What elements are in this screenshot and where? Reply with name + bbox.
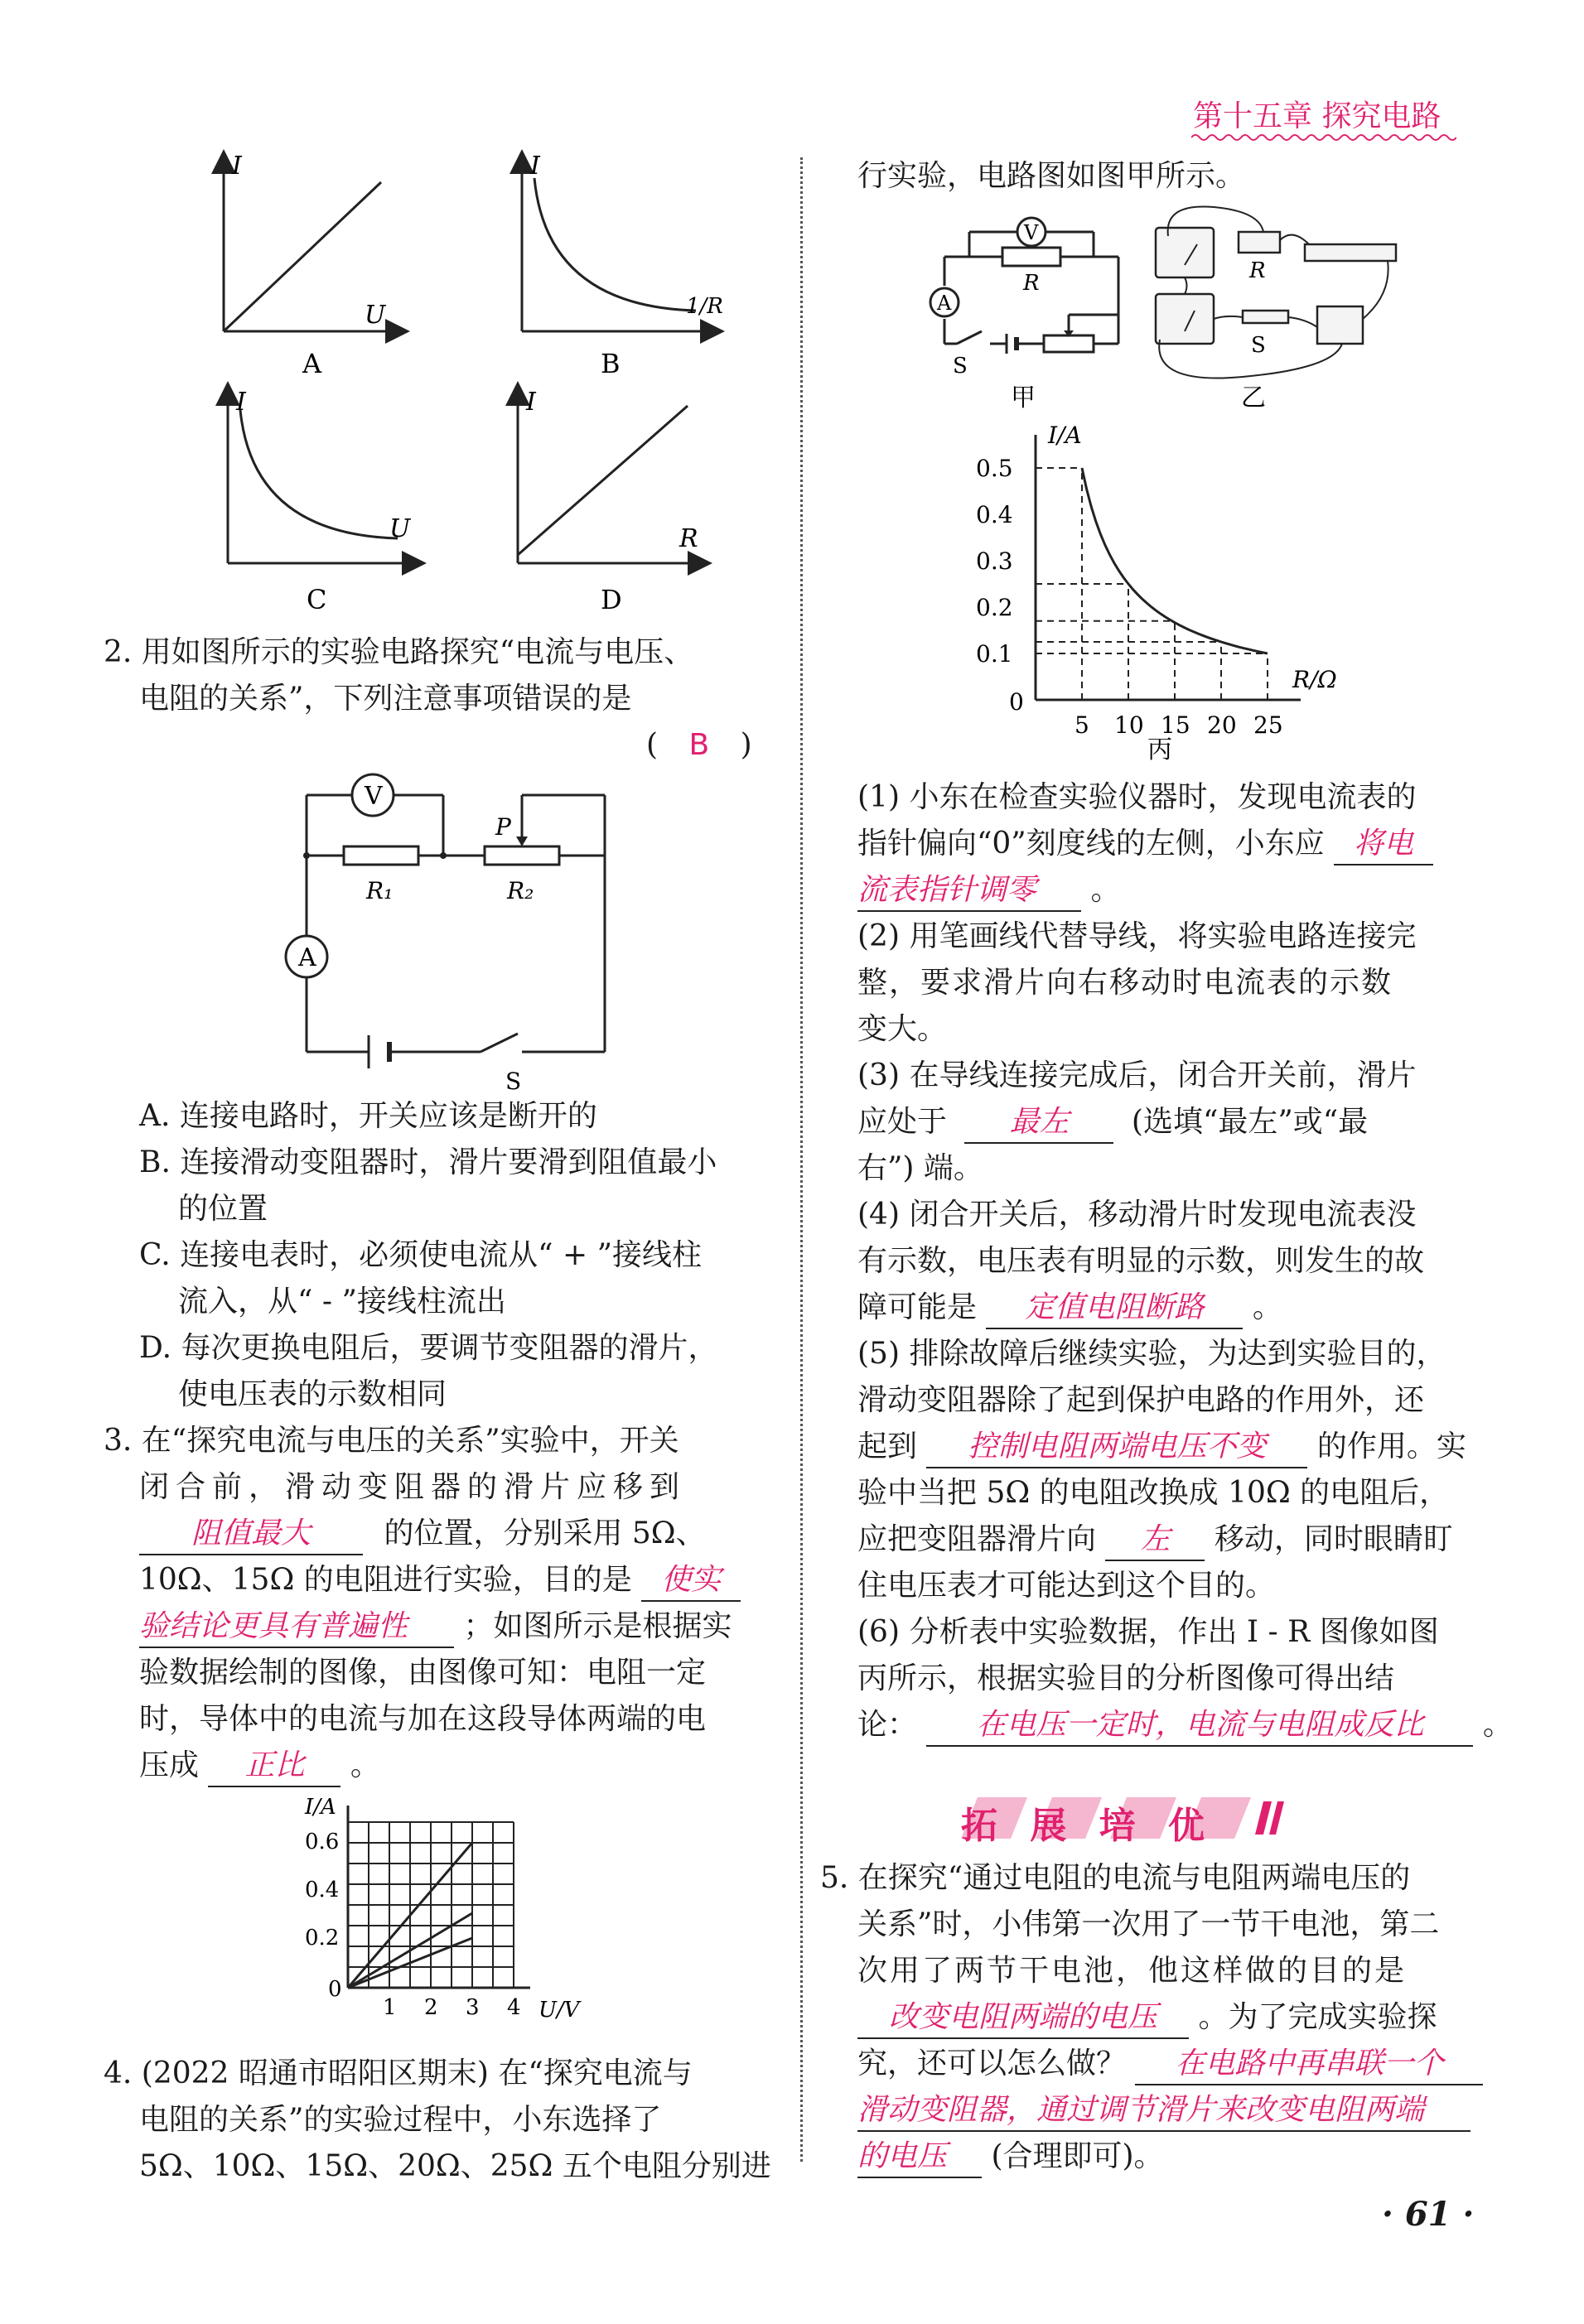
q4-p5-l3-text2: 的作用。实	[1316, 1430, 1466, 1463]
chart-ytick-0.2: 0.2	[976, 594, 1013, 621]
q4-p5-l2: 滑动变阻器除了起到保护电路的作用外，还	[857, 1383, 1425, 1417]
q4-p1-answer-b: 流表指针调零	[857, 870, 1081, 912]
q5-answer-2b: 滑动变阻器，通过调节滑片来改变电阻两端	[857, 2090, 1471, 2132]
column-divider	[800, 157, 803, 2162]
page-number: · 61 ·	[1382, 2195, 1475, 2234]
graph-a	[224, 152, 398, 379]
q5-answer-1: 改变电阻两端的电压	[857, 1998, 1189, 2039]
q3-line8	[139, 1743, 380, 1789]
q1-graphs	[191, 149, 770, 629]
q4-p3-answer: 最左	[964, 1102, 1113, 1144]
q3-line5-text: ；如图所示是根据实	[463, 1609, 732, 1643]
r2-label: R₂	[507, 877, 534, 904]
q3-line4-text: 10Ω、15Ω 的电阻进行实验，目的是	[139, 1563, 632, 1597]
q4-p3-l1: (3) 在导线连接完成后，闭合开关前，滑片	[857, 1058, 1417, 1092]
q4-p5-l5	[857, 1516, 1453, 1563]
q3-graph-x-label: U/V	[538, 1998, 580, 2023]
q4-p2-l1: (2) 用笔画线代替导线，将实验电路连接完	[857, 919, 1417, 953]
q3-ytick-0.4: 0.4	[305, 1878, 340, 1902]
q4-p4-l3-text: 障可能是	[857, 1290, 978, 1324]
jia-ammeter: A	[937, 292, 952, 315]
q4-p5-l1: (5) 排除故障后继续实验，为达到实验目的，	[857, 1337, 1446, 1371]
jia-voltmeter: V	[1024, 221, 1039, 244]
chart-ytick-0.4: 0.4	[976, 501, 1013, 528]
q5-line4-text: 。为了完成实验探	[1198, 2000, 1437, 2034]
q4-line4: 行实验，电路图如图甲所示。	[857, 159, 1246, 193]
fig-jia-circuit	[920, 211, 1127, 410]
q3-answer-2b: 验结论更具有普遍性	[139, 1607, 454, 1648]
q4-p4-l3	[857, 1285, 1282, 1331]
q4-p6-end: 。	[1482, 1708, 1513, 1742]
chart-xtick-5: 5	[1075, 711, 1089, 739]
q4-p3-l2	[857, 1099, 1368, 1145]
q4-p2-l2: 整，要求滑片向右移动时电流表的示数	[857, 966, 1393, 1000]
q4-p1-l2	[857, 821, 1433, 867]
q4-p6-l2: 丙所示，根据实验目的分析图像可得出结	[857, 1661, 1395, 1695]
q3-origin: 0	[328, 1977, 342, 2002]
chart-ytick-0.1: 0.1	[976, 640, 1013, 668]
fig-yi-apparatus	[1143, 195, 1408, 410]
yi-caption: 乙	[1241, 383, 1266, 410]
jia-s-label: S	[953, 354, 968, 378]
graph-b	[522, 152, 723, 379]
chart-ytick-0.3: 0.3	[976, 547, 1013, 575]
q5-line2: 关系”时，小伟第一次用了一节干电池，第二	[857, 1907, 1440, 1941]
q4-p5-l5-text2: 移动，同时眼睛盯	[1214, 1522, 1453, 1556]
q2-circuit	[273, 770, 621, 1093]
q5-line5-text: 究，还可以怎么做？	[857, 2047, 1127, 2081]
q4-p6-answer: 在电压一定时，电流与电阻成反比	[926, 1705, 1473, 1747]
q3-line3	[139, 1511, 706, 1557]
q4-p5-l3-text: 起到	[857, 1430, 918, 1463]
q5-answer-2a: 在电路中再串联一个	[1135, 2044, 1483, 2085]
q4-p3-l2-text2: (选填“最左”或“最	[1131, 1105, 1369, 1139]
q4-p6-l3-text: 论：	[857, 1708, 918, 1742]
q5-line6	[857, 2087, 1471, 2134]
chart-guides	[1036, 468, 1268, 700]
section-title: 拓 展 培 优	[961, 1805, 1215, 1847]
switch-label: S	[505, 1068, 522, 1093]
section-title-banner	[944, 1789, 1292, 1847]
q2-option-a: A. 连接电路时，开关应该是断开的	[139, 1099, 597, 1133]
q3-xtick-3: 3	[466, 1995, 480, 2020]
bracket-open: (	[646, 728, 659, 762]
q3-line3-text: 的位置，分别采用 5Ω、	[384, 1516, 706, 1550]
graph-d-y-label: I	[526, 388, 536, 417]
q3-xtick-4: 4	[507, 1995, 521, 2020]
q4-line3: 5Ω、10Ω、15Ω、20Ω、25Ω 五个电阻分别进	[139, 2149, 771, 2183]
q4-p2-l3: 变大。	[857, 1012, 948, 1046]
chart-ytick-0.5: 0.5	[976, 455, 1013, 482]
q3-xtick-2: 2	[424, 1995, 438, 2020]
slider-label: P	[495, 813, 511, 841]
q4-p4-l2: 有示数，电压表有明显的示数，则发生的故	[857, 1244, 1425, 1278]
q3-ytick-0.6: 0.6	[305, 1830, 340, 1854]
q3-answer-3: 正比	[208, 1746, 340, 1787]
q4-p5-l4: 验中当把 5Ω 的电阻改换成 10Ω 的电阻后，	[857, 1476, 1450, 1510]
graph-d	[518, 388, 700, 615]
graph-b-option: B	[601, 348, 621, 379]
chart-xtick-0: 0	[1009, 688, 1024, 716]
q2-option-c-cont: 流入，从“ - ”接线柱流出	[178, 1285, 506, 1319]
q4-p1-l3	[857, 867, 1120, 914]
graph-d-option: D	[601, 584, 622, 615]
graph-a-x-label: U	[365, 301, 386, 330]
q2-answer-bracket	[646, 722, 754, 769]
chart-y-ticks	[976, 455, 1013, 668]
q3-line7: 时，导体中的电流与加在这段导体两端的电	[139, 1702, 707, 1736]
chart-x-label: R/Ω	[1292, 666, 1337, 693]
chart-caption: 丙	[1147, 735, 1172, 764]
chart-xtick-10: 10	[1114, 711, 1144, 739]
q3-line5	[139, 1603, 732, 1650]
q2-option-d-cont: 使电压表的示数相同	[178, 1377, 447, 1411]
chart-x-ticks	[1009, 688, 1283, 739]
q4-line1: 4. (2022 昭通市昭阳区期末) 在“探究电流与	[104, 2056, 693, 2090]
q4-p6-l1: (6) 分析表中实验数据，作出 I - R 图像如图	[857, 1615, 1439, 1649]
jia-caption: 甲	[1011, 383, 1036, 410]
chapter-header: 第十五章 探究电路	[1193, 99, 1442, 133]
ammeter-label: A	[298, 943, 316, 972]
graph-b-x-label: 1/R	[686, 294, 723, 319]
q4-p3-l2-text: 应处于	[857, 1105, 948, 1139]
chart-xtick-20: 20	[1207, 711, 1237, 739]
graph-a-y-label: I	[232, 152, 242, 181]
q2-option-b-cont: 的位置	[178, 1192, 268, 1226]
q5-line7	[857, 2134, 1164, 2180]
q2-option-c: C. 连接电表时，必须使电流从“ + ”接线柱	[139, 1238, 703, 1272]
r1-label: R₁	[366, 877, 394, 904]
header-wave-decoration	[1191, 133, 1456, 142]
q3-graph	[298, 1789, 596, 2037]
q3-line8-end: 。	[350, 1748, 380, 1782]
yi-r-label: R	[1249, 258, 1266, 283]
q4-p5-l6: 住电压表才可能达到这个目的。	[857, 1569, 1276, 1603]
graph-c-x-label: U	[389, 514, 411, 543]
graph-c-option: C	[307, 584, 327, 615]
q5-line1: 5. 在探究“通过电阻的电流与电阻两端电压的	[820, 1861, 1411, 1895]
q4-p5-l3	[857, 1424, 1466, 1470]
q4-p3-l3: 右”) 端。	[857, 1151, 983, 1185]
q3-line6: 验数据绘制的图像，由图像可知：电阻一定	[139, 1656, 707, 1690]
q4-p5-l5-text: 应把变阻器滑片向	[857, 1522, 1097, 1556]
q2-option-d: D. 每次更换电阻后，要调节变阻器的滑片，	[139, 1331, 718, 1365]
q3-line2: 闭合前，滑动变阻器的滑片应移到	[139, 1470, 687, 1504]
q5-line7-text: (合理即可)。	[991, 2139, 1164, 2173]
chart-xtick-25: 25	[1253, 711, 1283, 739]
q2-answer: B	[688, 728, 710, 762]
q3-xtick-1: 1	[383, 1995, 397, 2020]
q4-p1-l2-text: 指针偏向“0”刻度线的左侧，小东应	[857, 827, 1325, 861]
q4-p1-l1: (1) 小东在检查实验仪器时，发现电流表的	[857, 780, 1417, 814]
q4-p4-l1: (4) 闭合开关后，移动滑片时发现电流表没	[857, 1198, 1417, 1232]
q4-p6-l3	[857, 1702, 1513, 1748]
q3-line8-text: 压成	[139, 1748, 200, 1782]
q4-p4-answer: 定值电阻断路	[986, 1288, 1243, 1329]
chart-bing	[969, 418, 1359, 766]
q3-answer-2a: 使实	[641, 1560, 741, 1602]
jia-r-label: R	[1023, 271, 1040, 296]
q5-line3: 次用了两节干电池，他这样做的目的是	[857, 1954, 1408, 1988]
chart-xtick-15: 15	[1161, 711, 1190, 739]
voltmeter-label: V	[365, 782, 383, 811]
q4-p5-answer-1: 控制电阻两端电压不变	[926, 1427, 1307, 1468]
q2-line1: 2. 用如图所示的实验电路探究“电流与电压、	[104, 635, 694, 669]
q4-p1-answer-a: 将电	[1334, 824, 1433, 865]
q3-line4	[139, 1557, 741, 1603]
q3-answer-1: 阻值最大	[139, 1514, 363, 1555]
chart-y-label: I/A	[1048, 422, 1082, 449]
q2-option-b: B. 连接滑动变阻器时，滑片要滑到阻值最小	[139, 1145, 717, 1179]
q3-ytick-0.2: 0.2	[305, 1926, 340, 1950]
q3-graph-y-label: I/A	[305, 1795, 336, 1820]
graph-b-y-label: I	[530, 152, 540, 181]
q4-p5-answer-2: 左	[1105, 1520, 1205, 1561]
q4-p1-end: 。	[1090, 873, 1121, 907]
bracket-close: )	[740, 728, 752, 762]
q3-line1: 3. 在“探究电流与电压的关系”实验中，开关	[104, 1424, 679, 1458]
q5-line4	[857, 1994, 1437, 2041]
graph-c-y-label: I	[236, 388, 246, 417]
q4-p4-end: 。	[1252, 1290, 1282, 1324]
q5-answer-2c: 的电压	[857, 2137, 982, 2178]
graph-d-x-label: R	[679, 524, 698, 553]
q2-line2: 电阻的关系”，下列注意事项错误的是	[139, 682, 632, 716]
q5-line5	[857, 2041, 1483, 2087]
q4-line2: 电阻的关系”的实验过程中，小东选择了	[139, 2103, 662, 2137]
graph-c	[228, 388, 414, 615]
graph-a-option: A	[302, 348, 322, 379]
yi-s-label: S	[1251, 333, 1266, 358]
